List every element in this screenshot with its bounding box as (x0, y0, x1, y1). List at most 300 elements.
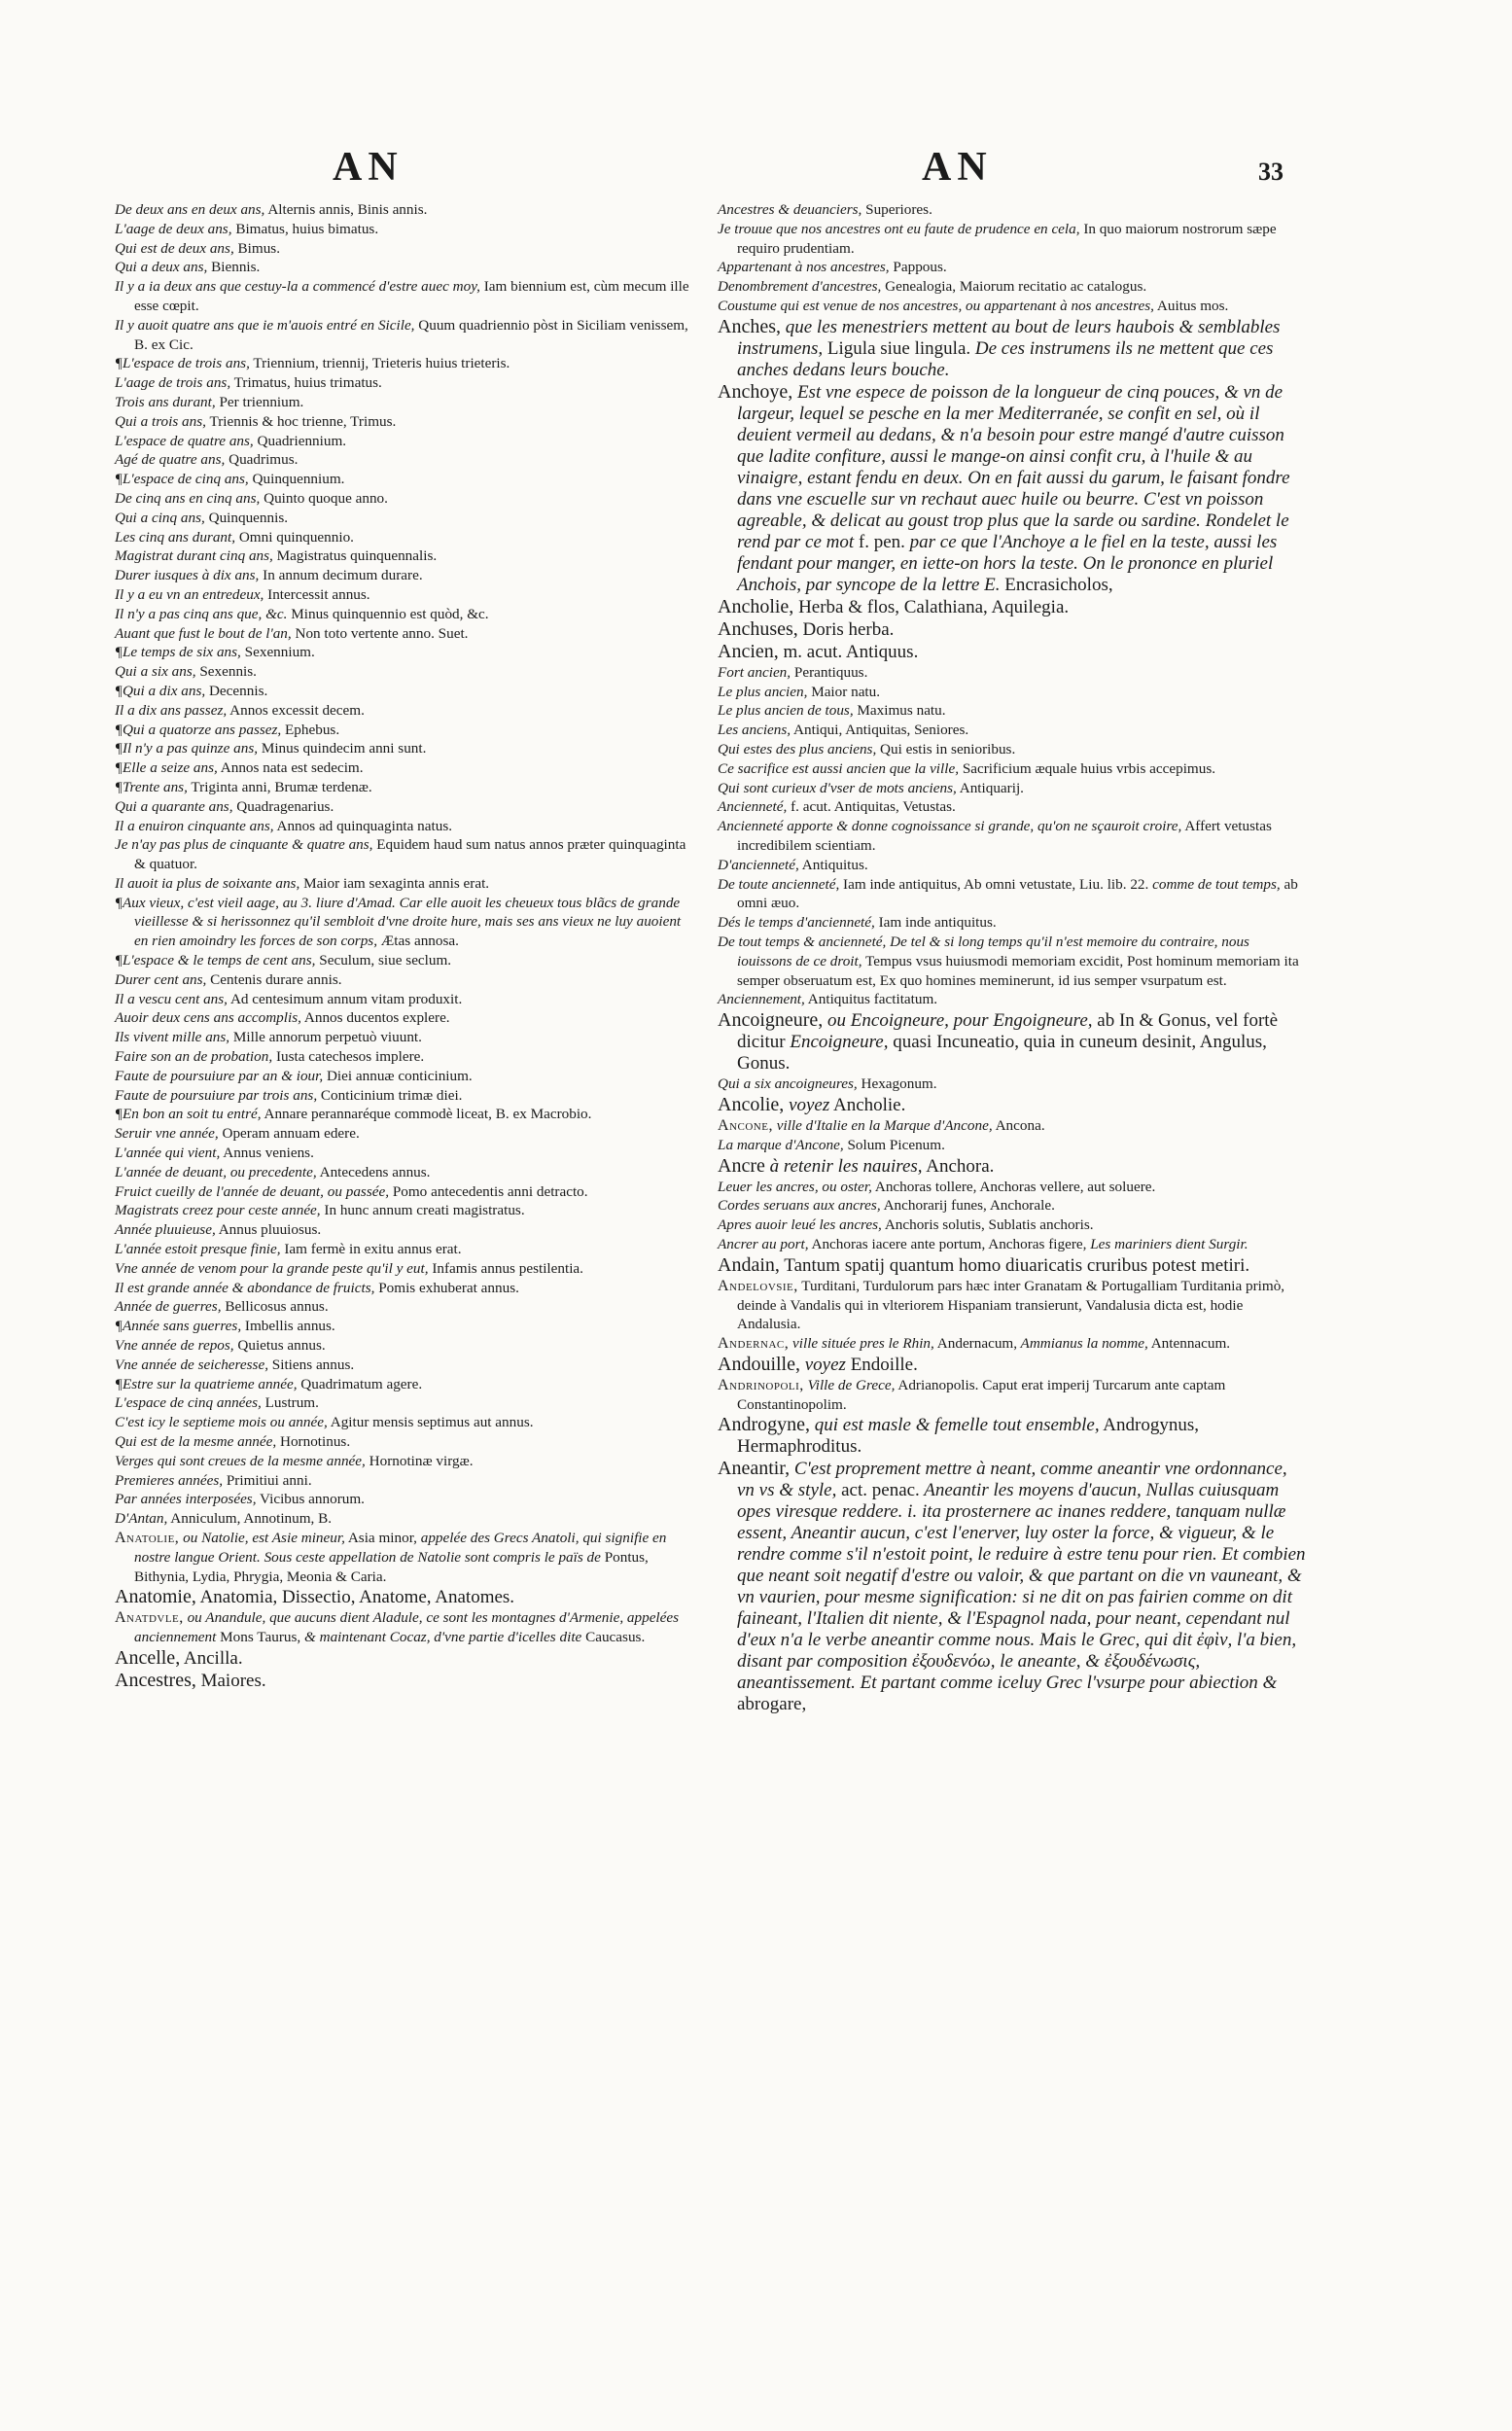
latin-text: Decennis. (205, 682, 268, 699)
french-text: Les anciens, (718, 722, 791, 739)
latin-text: Pomo antecedentis anni detracto. (389, 1182, 588, 1200)
latin-text: Ancholie. (829, 1094, 906, 1115)
dictionary-entry (718, 316, 1307, 381)
french-text: Qui a six ancoigneures, (718, 1075, 858, 1093)
french-text: Il y a eu vn an entredeux, (115, 585, 264, 603)
french-text: D'Antan, (115, 1510, 168, 1528)
latin-text: Anchorarij funes, Anchorale. (880, 1197, 1055, 1215)
dictionary-entry (718, 1376, 1307, 1415)
latin-text: In quo maiorum nostrorum sæpe requiro prudentiam. (737, 220, 1277, 257)
latin-text: Solum Picenum. (843, 1136, 945, 1153)
dictionary-entry (115, 200, 698, 220)
headword: Ancien, (718, 640, 779, 662)
french-text: ¶Qui a quatorze ans passez, (115, 721, 282, 738)
dictionary-entry (115, 1393, 698, 1413)
dictionary-entry (718, 618, 1307, 641)
latin-text: Mons Taurus, (216, 1629, 301, 1646)
latin-text: Encrasicholos, (1000, 574, 1113, 595)
dictionary-entry (718, 759, 1307, 779)
french-text: La marque d'Ancone, (718, 1136, 844, 1153)
latin-text: Mille annorum perpetuò viuunt. (229, 1029, 422, 1046)
french-text: Qui a six ans, (115, 663, 196, 681)
headword: Ancelle, (115, 1646, 181, 1669)
latin-text: Hornotinus. (276, 1433, 351, 1450)
dictionary-entry (115, 546, 698, 566)
headword: Aneantir, (718, 1458, 791, 1480)
dictionary-entry (115, 1509, 698, 1529)
dictionary-entry (115, 894, 698, 951)
latin-text: Anchoris solutis, Sublatis anchoris. (881, 1216, 1094, 1234)
latin-text: Anchoras iacere ante portum, Anchoras figere, (808, 1235, 1087, 1252)
french-text: Faute de poursuiure par trois ans, (115, 1086, 318, 1104)
dictionary-entry (718, 1458, 1307, 1715)
latin-text: Minus quindecim anni sunt. (258, 740, 427, 757)
latin-text: Trimatus, huius trimatus. (230, 374, 382, 392)
french-text: Le plus ancien, (718, 683, 808, 700)
latin-text: Maior natu. (807, 683, 881, 700)
latin-text: Anatomia, Dissectio, Anatome, Anatomes. (195, 1587, 515, 1608)
latin-text: Infamis annus pestilentia. (428, 1259, 583, 1277)
latin-text: Annus pluuiosus. (215, 1221, 322, 1239)
dictionary-entry (115, 1279, 698, 1298)
french-text: Il auoit ia plus de soixante ans, (115, 874, 300, 892)
french-text: Année de guerres, (115, 1298, 222, 1316)
dictionary-entry (115, 758, 698, 778)
dictionary-entry (115, 1240, 698, 1259)
latin-text: Antiquarij. (956, 779, 1024, 796)
french-text: Magistrat durant cinq ans, (115, 547, 273, 565)
latin-text: Herba & flos, Calathiana, Aquilegia. (793, 596, 1070, 617)
french-text: Ancienneté, (718, 798, 788, 816)
french-text: Anciennement, (718, 991, 805, 1008)
dictionary-entry (115, 1124, 698, 1144)
latin-text: ab omni æuo. (737, 875, 1298, 912)
dictionary-entry (718, 596, 1307, 618)
latin-text: abrogare, (737, 1694, 807, 1715)
french-text: De cinq ans en cinq ans, (115, 489, 261, 507)
dictionary-entry (115, 835, 698, 874)
latin-text: Operam annuam edere. (218, 1125, 360, 1143)
dictionary-entry (115, 1259, 698, 1279)
french-text: ¶Aux vieux, c'est vieil aage, au 3. liure d'Amad. Car elle auoit les cheueux tous blãcs de grande vieillesse & si herissonnez qu'il sembloit d'vne droite hure, mais ses ans vieux ne luy auoient en rien amoindry les forces de son corps, (115, 894, 682, 950)
french-text: Vne année de repos, (115, 1337, 234, 1355)
french-text: Qui a cinq ans, (115, 509, 205, 526)
french-text: Verges qui sont creues de la mesme année, (115, 1452, 366, 1469)
latin-text: Superiores. (861, 201, 932, 218)
latin-text: Annare perannaréque commodè liceat, B. ex Macrobio. (261, 1106, 592, 1123)
left-column (115, 200, 698, 1692)
dictionary-entry (718, 875, 1307, 914)
french-text: Ils vivent mille ans, (115, 1029, 230, 1046)
latin-text: In annum decimum durare. (259, 567, 423, 584)
dictionary-entry (718, 1334, 1307, 1354)
dictionary-entry (718, 1155, 1307, 1178)
french-text: à retenir les nauires, (764, 1155, 923, 1177)
latin-text: Anchora. (922, 1155, 995, 1177)
dictionary-entry (115, 970, 698, 990)
french-text: Il y a ia deux ans que cestuy-la a commencé d'estre auec moy, (115, 278, 480, 296)
latin-text: Iam fermè in exitu annus erat. (280, 1241, 462, 1258)
latin-text: Antiquitus factitatum. (804, 991, 938, 1008)
dictionary-entry (115, 1144, 698, 1163)
headword: Ancestres, (115, 1669, 196, 1691)
french-text: Leuer les ancres, ou oster, (718, 1178, 872, 1195)
latin-text: Agitur mensis septimus aut annus. (327, 1414, 534, 1431)
french-text: Il n'y a pas cinq ans que, &c. (115, 605, 288, 622)
latin-text: Annos ad quinquaginta natus. (273, 817, 453, 834)
dictionary-entry (718, 1136, 1307, 1155)
latin-text: Asia minor, (344, 1529, 417, 1546)
dictionary-entry (718, 683, 1307, 702)
french-text: Année pluuieuse, (115, 1221, 216, 1239)
latin-text: Quadrimatum agere. (297, 1375, 423, 1392)
latin-text: Per triennium. (215, 393, 304, 410)
latin-text: f. acut. Antiquitas, Vetustas. (787, 798, 956, 816)
dictionary-entry (718, 297, 1307, 316)
french-text: L'aage de deux ans, (115, 220, 232, 237)
latin-text: Non toto vertente anno. Suet. (291, 624, 469, 642)
dictionary-entry (115, 489, 698, 509)
french-text: De tout temps & ancienneté, De tel & si long temps qu'il n'est memoire du contraire, nous iouissons de ce droit, (718, 933, 1249, 969)
french-text: Appartenant à nos ancestres, (718, 259, 890, 276)
french-text: Les mariniers dient Surgir. (1086, 1235, 1248, 1252)
latin-text: In hunc annum creati magistratus. (320, 1202, 525, 1219)
dictionary-entry (115, 373, 698, 393)
french-text: De deux ans en deux ans, (115, 201, 265, 218)
latin-text: Equidem haud sum natus annos præter quinquaginta & quatuor. (134, 836, 686, 873)
dictionary-entry (718, 663, 1307, 683)
french-text: ville d'Italie en la Marque d'Ancone, (772, 1116, 993, 1134)
french-text: Auoir deux cens ans accomplis, (115, 1009, 301, 1027)
latin-text: Alternis annis, Binis annis. (264, 201, 428, 218)
latin-text: f. pen. (854, 531, 905, 552)
french-text: Il a vescu cent ans, (115, 990, 228, 1007)
french-text: L'année de deuant, ou precedente, (115, 1163, 317, 1180)
latin-text: Triennium, triennij, Trieteris huius trieteris. (249, 355, 510, 372)
dictionary-entry (115, 1220, 698, 1240)
dictionary-entry (718, 1414, 1307, 1458)
latin-text: Ad centesimum annum vitam produxit. (227, 990, 463, 1007)
french-text: Qui estes des plus anciens, (718, 740, 877, 757)
dictionary-entry (115, 1201, 698, 1220)
dictionary-entry (115, 1317, 698, 1336)
dictionary-entry (718, 856, 1307, 875)
latin-text: Triginta anni, Brumæ terdenæ. (187, 778, 372, 795)
latin-text: Magistratus quinquennalis. (272, 547, 438, 565)
dictionary-entry (115, 1490, 698, 1509)
dictionary-entry (115, 585, 698, 605)
dictionary-entry (718, 913, 1307, 933)
dictionary-entry (115, 778, 698, 797)
french-text: voyez (800, 1354, 846, 1375)
french-text: Encoigneure, (785, 1032, 889, 1053)
latin-text: Omni quinquennio. (235, 528, 354, 546)
latin-text: Annos nata est sedecim. (217, 759, 364, 777)
french-text: ¶En bon an soit tu entré, (115, 1106, 262, 1123)
latin-text: Tempus vsus huiusmodi memoriam excidit, Post hominum memoriam ita semper obseruatum est, Ex quo homines meminerunt, id ius semper vsurpatum est. (737, 952, 1299, 989)
latin-text: Quinquennis. (204, 509, 289, 526)
dictionary-entry (115, 470, 698, 489)
french-text: Denombrement d'ancestres, (718, 278, 882, 296)
latin-text: Antecedens annus. (316, 1163, 431, 1180)
french-text: ¶Elle a seize ans, (115, 759, 218, 777)
latin-text: Antiquitus. (798, 856, 868, 873)
french-text: Fort ancien, (718, 663, 791, 681)
latin-text: Sexennium. (240, 644, 315, 661)
french-text: ou Natolie, est Asie mineur, (179, 1529, 345, 1546)
headword: Ancholie, (718, 595, 794, 617)
dictionary-entry (115, 509, 698, 528)
latin-text: Quum quadriennio pòst in Siciliam venissem, B. ex Cic. (134, 316, 688, 353)
dictionary-entry (115, 316, 698, 355)
dictionary-entry (115, 1067, 698, 1086)
latin-text: Tantum spatij quantum homo diuaricatis cruribus potest metiri. (779, 1254, 1250, 1276)
french-text: ¶Qui a dix ans, (115, 682, 206, 699)
latin-text: Qui estis in senioribus. (876, 740, 1016, 757)
dictionary-entry (718, 701, 1307, 721)
french-text: L'année qui vient, (115, 1145, 221, 1162)
headword: Andouille, (718, 1353, 800, 1375)
latin-text: Anniculum, Annotinum, B. (167, 1510, 333, 1528)
french-text: Durer cent ans, (115, 970, 207, 988)
french-text: Faire son an de probation, (115, 1048, 273, 1066)
dictionary-entry (115, 1608, 698, 1647)
french-text: C'est proprement mettre à neant, comme aneantir vne ordonnance, vn vs & style, (737, 1459, 1287, 1501)
dictionary-entry (115, 393, 698, 412)
french-text: Premieres années, (115, 1471, 224, 1489)
french-text: Agé de quatre ans, (115, 451, 226, 469)
latin-text: ab In & Gonus, vel fortè dicitur (737, 1010, 1278, 1053)
french-text: Vne année de seicheresse, (115, 1356, 268, 1373)
french-text: ¶Il n'y a pas quinze ans, (115, 740, 259, 757)
headword-smallcaps: Anatolie, (115, 1529, 180, 1546)
headword: Anches, (718, 315, 781, 337)
dictionary-entry (718, 1196, 1307, 1216)
dictionary-entry (718, 797, 1307, 817)
headword: Ancoigneure, (718, 1009, 824, 1032)
latin-text: Quadrimus. (225, 451, 299, 469)
french-text: & maintenant Cocaz, d'vne partie d'icelles dite (300, 1629, 582, 1646)
latin-text: Minus quinquennio est quòd, &c. (287, 605, 489, 622)
french-text: ¶Année sans guerres, (115, 1318, 242, 1335)
dictionary-entry (115, 354, 698, 373)
french-text: Qui a deux ans, (115, 259, 208, 276)
headword: Androgyne, (718, 1414, 810, 1436)
french-text: L'année estoit presque finie, (115, 1241, 281, 1258)
french-text: De toute ancienneté, (718, 875, 840, 893)
dictionary-entry (115, 1356, 698, 1375)
latin-text: m. acut. Antiquus. (778, 641, 919, 662)
dictionary-entry (115, 624, 698, 644)
french-text: Aneantir les moyens d'aucun, Nullas cuiusquam opes viresque reddere. i. ita prosternere ac inanes reddere, tanquam nullæ essent, Aneantir aucun, c'est l'enerver, luy oster la force, & vigueur, & le rendre comme s'il n'estoit point, le reduire à estre tenu pour rien. Et combien que neant soit negatif d'estre ou valoir, & que partant on die vn vauneant, & vn vaurien, pour mesme signification: si ne dit on pas fairien comme on dit faineant, l'Italien dit niente, & l'Espagnol nada, pour neant, cependant nul d'eux n'a le verbe aneantir comme nous. Mais le Grec, qui dit ἐφὶν, l'a bien, disant par composition ἐξουδενόω, le aneante, & ἐξουδένωσις, aneantissement. Et partant comme iceluy Grec l'vsurpe pour abiection & (737, 1480, 1306, 1694)
french-text: Qui est de la mesme année, (115, 1433, 277, 1450)
latin-text: Quinto quoque anno. (260, 489, 388, 507)
french-text: Je trouue que nos ancestres ont eu faute de prudence en cela, (718, 220, 1080, 237)
dictionary-entry (718, 779, 1307, 798)
latin-text: Triennis & hoc trienne, Trimus. (205, 412, 397, 430)
latin-text: Sexennis. (195, 663, 257, 681)
latin-text: Doris herba. (797, 618, 895, 640)
latin-text: Endoille. (845, 1354, 918, 1375)
dictionary-entry (115, 1471, 698, 1491)
latin-text: Hornotinæ virgæ. (365, 1452, 474, 1469)
headword-smallcaps: Andelovsie, (718, 1277, 798, 1294)
dictionary-entry (115, 1432, 698, 1452)
dictionary-entry (718, 381, 1307, 596)
french-text: Je n'ay pas plus de cinquante & quatre ans, (115, 836, 373, 854)
latin-text: Iam inde antiquitus. (874, 914, 997, 932)
latin-text: Diei annuæ conticinium. (323, 1067, 473, 1084)
french-text: ¶L'espace & le temps de cent ans, (115, 952, 316, 969)
latin-text: Conticinium trimæ diei. (317, 1086, 463, 1104)
latin-text: Primitiui anni. (223, 1471, 312, 1489)
latin-text: Adrianopolis. Caput erat imperij Turcarum ante captam Constantinopolim. (737, 1376, 1226, 1413)
french-text: L'espace de cinq années, (115, 1394, 262, 1412)
latin-text: Bimus. (233, 239, 281, 257)
dictionary-entry (115, 432, 698, 451)
french-text: qui est masle & femelle tout ensemble, (809, 1415, 1100, 1436)
dictionary-entry (115, 1297, 698, 1317)
french-text: Il est grande année & abondance de fruicts, (115, 1279, 375, 1296)
dictionary-entry (718, 641, 1307, 663)
dictionary-entry (115, 662, 698, 682)
latin-text: Vicibus annorum. (256, 1491, 365, 1508)
french-text: Ce sacrifice est aussi ancien que la ville, (718, 759, 960, 777)
french-text: Auant que fust le bout de l'an, (115, 624, 292, 642)
latin-text: Hexagonum. (857, 1075, 937, 1093)
dictionary-entry (115, 220, 698, 239)
french-text: D'ancienneté, (718, 856, 799, 873)
latin-text: Annos ducentos explere. (300, 1009, 450, 1027)
french-text: Le plus ancien de tous, (718, 702, 854, 720)
french-text: Les cinq ans durant, (115, 528, 236, 546)
latin-text: Andernacum, (933, 1335, 1018, 1353)
french-text: Par années interposées, (115, 1491, 257, 1508)
french-text: Ammianus la nomme, (1017, 1335, 1148, 1353)
latin-text: Anchoras tollere, Anchoras vellere, aut soluere. (871, 1178, 1156, 1195)
dictionary-entry (115, 1336, 698, 1356)
latin-text: Seculum, siue seclum. (315, 952, 452, 969)
latin-text: Maximus natu. (853, 702, 946, 720)
french-text: Ancienneté apporte & donne cognoissance si grande, qu'on ne sçauroit croire, (718, 818, 1182, 835)
latin-text: Sacrificium æquale huius vrbis accepimus. (959, 759, 1216, 777)
french-text: L'aage de trois ans, (115, 374, 231, 392)
latin-text: Maior iam sexaginta annis erat. (299, 874, 490, 892)
french-text: Qui sont curieux d'vser de mots anciens, (718, 779, 957, 796)
french-text: Est vne espece de poisson de la longueur de cinq pouces, & vn de largeur, lequel se pesche en la mer Mediterranée, se confit en sel, où il deuient vermeil au dedans, & n'a besoin pour estre mangé d'autre cuisson que ladite confiture, aussi le mange-on ainsi confit cru, à l'huile & au vinaigre, estant fendu en deux. On en fait aussi du garum, le faisant fondre dans vne escuelle sur vn rechaut auec huile ou beurre. C'est vn poisson agreable, & delicat au goust trop plus que la sarde ou sardine. Rondelet le rend par ce mot (737, 381, 1290, 552)
dictionary-entry (718, 277, 1307, 297)
french-text: ¶L'espace de cinq ans, (115, 471, 249, 488)
latin-text: Affert vetustas incredibilem scientiam. (737, 818, 1272, 854)
dictionary-entry (115, 721, 698, 740)
dictionary-entry (115, 239, 698, 259)
dictionary-entry (718, 1009, 1307, 1075)
dictionary-entry (115, 258, 698, 277)
latin-text: Pomis exhuberat annus. (374, 1279, 519, 1296)
dictionary-entry (115, 817, 698, 836)
dictionary-entry (115, 412, 698, 432)
headword: Ancolie, (718, 1093, 785, 1115)
french-text: que les menestriers mettent au bout de leurs haubois & semblables instrumens, (737, 316, 1281, 359)
latin-text: Ætas annosa. (377, 933, 459, 950)
french-text: voyez (784, 1094, 830, 1115)
headword-smallcaps: Anatdvle, (115, 1609, 184, 1627)
dictionary-entry (115, 605, 698, 624)
dictionary-entry (115, 1008, 698, 1028)
latin-text: Antiqui, Antiquitas, Seniores. (791, 722, 969, 739)
dictionary-entry (115, 643, 698, 662)
dictionary-entry (115, 1413, 698, 1432)
dictionary-entry (115, 277, 698, 316)
dictionary-entry (115, 1028, 698, 1047)
dictionary-entry (115, 739, 698, 758)
dictionary-entry (115, 1047, 698, 1067)
french-text: Fruict cueilly de l'année de deuant, ou passée, (115, 1182, 390, 1200)
dictionary-entry (718, 740, 1307, 759)
french-text: L'espace de quatre ans, (115, 432, 254, 449)
latin-text: Ephebus. (281, 721, 340, 738)
latin-text: Biennis. (207, 259, 261, 276)
french-text: De ces instrumens ils ne mettent que ces anches dedans leurs bouche. (737, 337, 1274, 380)
french-text: Faute de poursuiure par an & iour, (115, 1067, 324, 1084)
running-head-left: AN (333, 145, 404, 190)
latin-text: Ligula siue lingula. (823, 337, 971, 359)
latin-text: Quietus annus. (233, 1337, 326, 1355)
dictionary-entry (115, 1452, 698, 1471)
latin-text: quasi Incuneatio, quia in cuneum desinit, Angulus, Gonus. (737, 1032, 1267, 1075)
headword-smallcaps: Andrinopoli, (718, 1376, 804, 1393)
dictionary-entry (115, 1105, 698, 1124)
latin-text: Iam inde antiquitus, Ab omni vetustate, Liu. lib. 22. (839, 875, 1149, 893)
dictionary-entry (115, 682, 698, 701)
latin-text: Androgynus, Hermaphroditus. (737, 1415, 1199, 1458)
latin-text: Imbellis annus. (241, 1318, 335, 1335)
dictionary-entry (718, 990, 1307, 1009)
dictionary-entry (718, 1254, 1307, 1277)
dictionary-entry (718, 258, 1307, 277)
dictionary-entry (718, 220, 1307, 259)
french-text: Qui a quarante ans, (115, 797, 233, 815)
latin-text: Ancilla. (180, 1647, 243, 1669)
dictionary-entry (718, 1354, 1307, 1376)
latin-text: Turditani, Turdulorum pars hæc inter Granatam & Portugalliam Turditania primò, deinde à Vandalis qui in vlteriorem Hispaniam transierunt, Vandalusia dicta est, hodie Andalusia. (737, 1277, 1285, 1333)
french-text: Apres auoir leué les ancres, (718, 1216, 882, 1234)
french-text: Magistrats creez pour ceste année, (115, 1202, 321, 1219)
dictionary-entry (115, 1086, 698, 1106)
dictionary-entry (718, 1116, 1307, 1136)
dictionary-entry (115, 1647, 698, 1670)
latin-text: Quadragenarius. (232, 797, 334, 815)
latin-text: Caucasus. (581, 1629, 646, 1646)
dictionary-entry (115, 990, 698, 1009)
dictionary-entry (115, 1529, 698, 1586)
french-text: Qui a trois ans, (115, 412, 206, 430)
dictionary-entry (115, 797, 698, 817)
french-text: ¶Estre sur la quatrieme année, (115, 1375, 298, 1392)
french-text: Ancestres & deuanciers, (718, 201, 862, 218)
dictionary-entry (115, 1163, 698, 1182)
french-text: C'est icy le septieme mois ou année, (115, 1414, 328, 1431)
dictionary-entry (718, 1235, 1307, 1254)
headword: Andain, (718, 1253, 780, 1276)
french-text: Dés le temps d'ancienneté, (718, 914, 875, 932)
dictionary-entry (718, 1075, 1307, 1094)
french-text: Cordes seruans aux ancres, (718, 1197, 881, 1215)
dictionary-entry (718, 200, 1307, 220)
french-text: Trois ans durant, (115, 393, 216, 410)
french-text: ¶Trente ans, (115, 778, 188, 795)
dictionary-entry (718, 1216, 1307, 1235)
